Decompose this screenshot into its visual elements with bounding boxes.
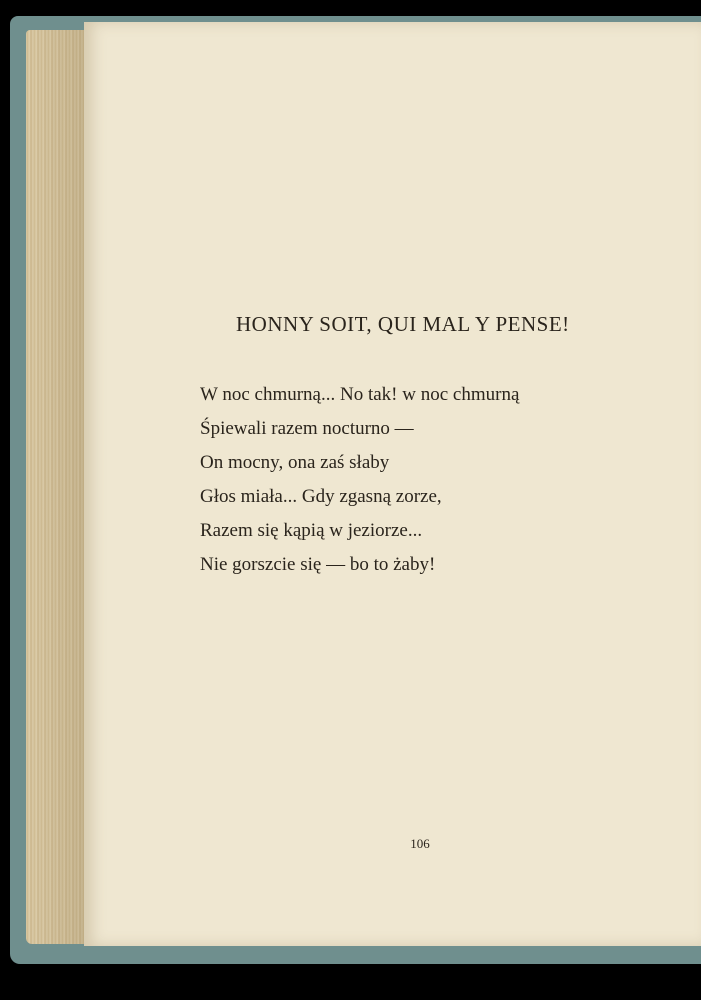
poem-line: Razem się kąpią w jeziorze... [200,520,423,541]
poem-line: Śpiewali razem nocturno — [200,418,414,439]
poem-line: W noc chmurną... No tak! w noc chmurną [200,384,520,405]
poem-line: Głos miała... Gdy zgasną zorze, [200,486,442,507]
poem-body [200,378,620,582]
poem-line: On mocny, ona zaś słaby [200,452,390,473]
poem-line: Nie gorszcie się — bo to żaby! [200,554,436,575]
poem-title: HONNY SOIT, QUI MAL Y PENSE! [236,312,570,336]
page-edges [26,30,90,944]
page-number: 106 [410,836,430,851]
